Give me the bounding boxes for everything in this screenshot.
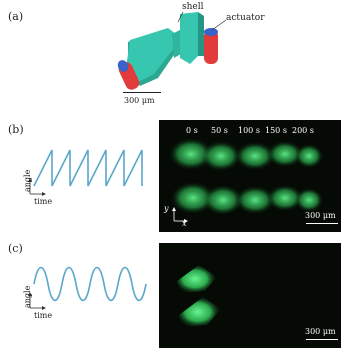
scalebar-c-label: 300 μm xyxy=(305,327,336,336)
panel-label-a: (a) xyxy=(8,10,24,23)
axis-x-label: x xyxy=(182,219,187,228)
scalebar-b-label: 300 μm xyxy=(305,211,336,220)
sawtooth-angle-plot xyxy=(20,128,155,208)
axis-y-label: y xyxy=(164,204,169,213)
time-label-0s: 0 s xyxy=(186,126,198,135)
scalebar-a xyxy=(123,92,161,93)
time-label-150s: 150 s xyxy=(265,126,287,135)
scalebar-c xyxy=(306,339,338,340)
time-label-100s: 100 s xyxy=(238,126,260,135)
time-label-50s: 50 s xyxy=(211,126,228,135)
shell-annotation: shell xyxy=(182,2,204,12)
scalebar-b xyxy=(306,223,338,224)
time-label-200s: 200 s xyxy=(292,126,314,135)
plot-b-xlabel: time xyxy=(34,197,53,206)
scalebar-a-label: 300 μm xyxy=(124,96,155,105)
actuator-annotation: actuator xyxy=(226,13,265,23)
plot-c-ylabel: angle xyxy=(23,285,32,308)
annotation-leader-lines xyxy=(150,0,230,40)
panel-label-c: (c) xyxy=(8,242,23,255)
plot-c-xlabel: time xyxy=(34,311,53,320)
plot-b-ylabel: angle xyxy=(23,169,32,192)
panel-label-b: (b) xyxy=(8,123,24,136)
